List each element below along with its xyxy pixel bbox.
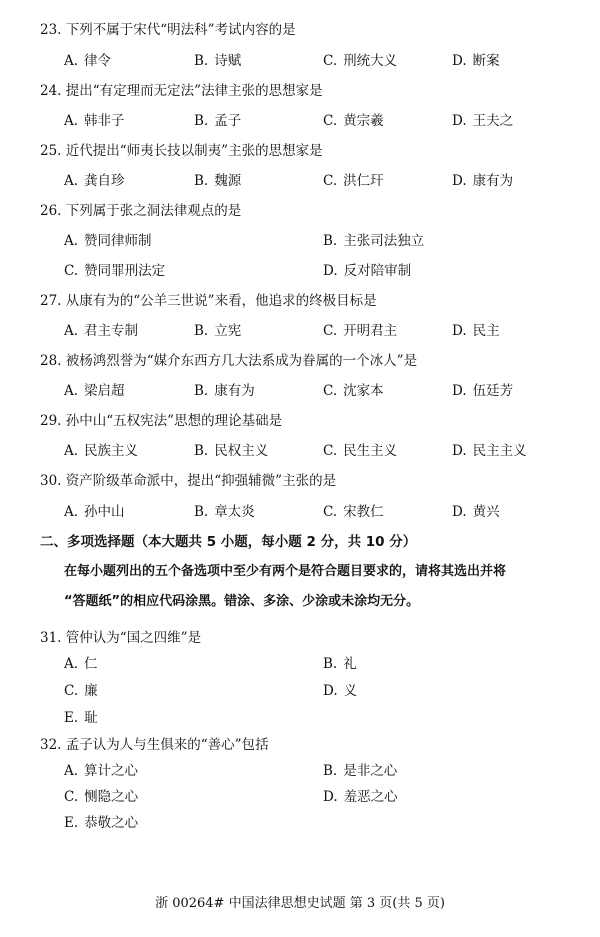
option-letter: C. xyxy=(323,323,338,339)
question-27-stem: 27. 从康有为的“公羊三世说”来看，他追求的终极目标是 xyxy=(40,293,377,309)
option-text: 洪仁玕 xyxy=(343,173,384,189)
option-letter: C. xyxy=(323,504,338,520)
option-letter: B. xyxy=(194,113,209,129)
option-letter: B. xyxy=(323,656,338,672)
question-29-stem: 29. 孙中山“五权宪法”思想的理论基础是 xyxy=(40,413,283,429)
option-letter: A. xyxy=(64,233,79,249)
option-letter: C. xyxy=(323,173,338,189)
question-28-stem: 28. 被杨鸿烈誉为“媒介东西方几大法系成为眷属的一个冰人”是 xyxy=(40,353,418,369)
option-text: 反对陪审制 xyxy=(343,263,412,279)
q24-option-c xyxy=(323,113,384,129)
option-text: 魏源 xyxy=(214,173,242,189)
option-letter: D. xyxy=(452,323,467,339)
q28-option-d xyxy=(452,383,513,399)
option-text: 康有为 xyxy=(472,173,514,189)
option-letter: D. xyxy=(452,504,467,520)
q26-option-c xyxy=(64,263,165,279)
option-text: 孙中山 xyxy=(84,504,125,520)
q24-option-d xyxy=(452,113,513,129)
option-letter: D. xyxy=(452,383,467,399)
q28-option-a xyxy=(64,383,125,399)
option-letter: A. xyxy=(64,443,79,459)
q32-option-c xyxy=(64,789,138,805)
q25-option-d xyxy=(452,173,513,189)
option-text: 梁启超 xyxy=(84,383,125,399)
q29-option-d xyxy=(452,443,527,459)
q24-option-b xyxy=(194,113,241,129)
option-text: 民族主义 xyxy=(84,443,139,459)
option-text: 诗赋 xyxy=(214,53,242,69)
option-text: 礼 xyxy=(343,656,357,672)
q27-option-b xyxy=(194,323,241,339)
q28-option-c xyxy=(323,383,384,399)
q23-option-d xyxy=(452,53,500,69)
option-letter: A. xyxy=(64,383,79,399)
q31-option-d xyxy=(323,683,357,699)
option-text: 民权主义 xyxy=(214,443,269,459)
option-text: 廉 xyxy=(84,683,98,699)
q30-option-a xyxy=(64,504,125,520)
option-letter: B. xyxy=(194,53,209,69)
q31-option-c xyxy=(64,683,98,699)
question-30-stem: 30. 资产阶级革命派中，提出“抑强辅微”主张的是 xyxy=(40,473,337,489)
option-text: 民主主义 xyxy=(472,443,527,459)
option-letter: C. xyxy=(64,263,79,279)
option-text: 赞同罪刑法定 xyxy=(84,263,166,279)
option-letter: A. xyxy=(64,323,79,339)
option-text: 康有为 xyxy=(214,383,255,399)
option-letter: A. xyxy=(64,656,79,672)
option-letter: D. xyxy=(452,53,467,69)
q32-option-e xyxy=(64,815,138,831)
q23-option-b xyxy=(194,53,241,69)
option-text: 恭敬之心 xyxy=(84,815,139,831)
section-2-instruction-line-2: “答题纸”的相应代码涂黑。错涂、多涂、少涂或未涂均无分。 xyxy=(64,594,420,609)
option-text: 孟子 xyxy=(214,113,242,129)
q26-option-b xyxy=(323,233,424,249)
question-23-stem: 23. 下列不属于宋代“明法科”考试内容的是 xyxy=(40,22,296,38)
option-letter: D. xyxy=(452,443,467,459)
option-text: 义 xyxy=(343,683,358,699)
option-text: 主张司法独立 xyxy=(343,233,425,249)
option-text: 伍廷芳 xyxy=(472,383,514,399)
q25-option-a xyxy=(64,173,125,189)
q27-option-d xyxy=(452,323,500,339)
option-text: 是非之心 xyxy=(343,763,398,779)
q29-option-b xyxy=(194,443,268,459)
question-31-stem: 31. 管仲认为“国之四维”是 xyxy=(40,630,202,646)
question-32-stem: 32. 孟子认为人与生俱来的“善心”包括 xyxy=(40,737,269,753)
option-letter: B. xyxy=(194,504,209,520)
option-letter: B. xyxy=(194,173,209,189)
q31-option-b xyxy=(323,656,357,672)
section-2-title: 二、多项选择题（本大题共 5 小题，每小题 2 分，共 10 分） xyxy=(40,534,417,550)
option-text: 开明君主 xyxy=(343,323,398,339)
option-letter: E. xyxy=(64,710,79,726)
question-25-stem: 25. 近代提出“师夷长技以制夷”主张的思想家是 xyxy=(40,143,323,159)
option-letter: E. xyxy=(64,815,79,831)
q30-option-c xyxy=(323,504,384,520)
option-letter: A. xyxy=(64,504,79,520)
option-text: 恻隐之心 xyxy=(84,789,139,805)
q32-option-d xyxy=(323,789,398,805)
option-letter: C. xyxy=(323,53,338,69)
question-26-stem: 26. 下列属于张之洞法律观点的是 xyxy=(40,203,242,219)
option-text: 王夫之 xyxy=(472,113,514,129)
q24-option-a xyxy=(64,113,125,129)
option-letter: C. xyxy=(64,789,79,805)
option-text: 黄兴 xyxy=(472,504,500,520)
q28-option-b xyxy=(194,383,255,399)
q25-option-b xyxy=(194,173,241,189)
option-text: 赞同律师制 xyxy=(84,233,152,249)
q32-option-b xyxy=(323,763,397,779)
option-letter: B. xyxy=(323,233,338,249)
option-text: 民生主义 xyxy=(343,443,398,459)
q27-option-a xyxy=(64,323,138,339)
option-text: 刑统大义 xyxy=(343,53,398,69)
option-letter: B. xyxy=(323,763,338,779)
q31-option-a xyxy=(64,656,98,672)
q23-option-c xyxy=(323,53,397,69)
option-text: 章太炎 xyxy=(214,504,255,520)
option-text: 黄宗羲 xyxy=(343,113,384,129)
option-text: 君主专制 xyxy=(84,323,139,339)
option-letter: D. xyxy=(323,789,338,805)
option-text: 韩非子 xyxy=(84,113,125,129)
option-letter: B. xyxy=(194,443,209,459)
option-text: 宋教仁 xyxy=(343,504,384,520)
page-footer: 浙 00264# 中国法律思想史试题 第 3 页(共 5 页) xyxy=(155,896,445,911)
option-letter: B. xyxy=(194,383,209,399)
option-letter: A. xyxy=(64,113,79,129)
q29-option-c xyxy=(323,443,397,459)
section-2-instruction-line-1: 在每小题列出的五个备选项中至少有两个是符合题目要求的，请将其选出并将 xyxy=(64,564,507,579)
q27-option-c xyxy=(323,323,397,339)
option-letter: A. xyxy=(64,53,79,69)
option-text: 仁 xyxy=(84,656,98,672)
q32-option-a xyxy=(64,763,138,779)
q31-option-e xyxy=(64,710,98,726)
q26-option-d xyxy=(323,263,411,279)
q29-option-a xyxy=(64,443,138,459)
option-text: 算计之心 xyxy=(84,763,139,779)
option-letter: C. xyxy=(323,443,338,459)
q30-option-d xyxy=(452,504,500,520)
option-letter: A. xyxy=(64,173,79,189)
option-letter: D. xyxy=(323,263,338,279)
option-text: 沈家本 xyxy=(343,383,384,399)
q23-option-a xyxy=(64,53,111,69)
option-text: 立宪 xyxy=(214,323,242,339)
option-text: 耻 xyxy=(84,710,98,726)
option-text: 羞恶之心 xyxy=(343,789,398,805)
option-letter: A. xyxy=(64,763,79,779)
option-letter: C. xyxy=(323,383,338,399)
question-24-stem: 24. 提出“有定理而无定法”法律主张的思想家是 xyxy=(40,83,323,99)
option-letter: D. xyxy=(452,113,467,129)
option-text: 龚自珍 xyxy=(84,173,125,189)
option-text: 民主 xyxy=(472,323,500,339)
option-letter: B. xyxy=(194,323,209,339)
q26-option-a xyxy=(64,233,152,249)
option-letter: D. xyxy=(323,683,338,699)
q30-option-b xyxy=(194,504,255,520)
option-letter: D. xyxy=(452,173,467,189)
option-letter: C. xyxy=(64,683,79,699)
option-text: 断案 xyxy=(472,53,500,69)
option-text: 律令 xyxy=(84,53,112,69)
q25-option-c xyxy=(323,173,384,189)
option-letter: C. xyxy=(323,113,338,129)
